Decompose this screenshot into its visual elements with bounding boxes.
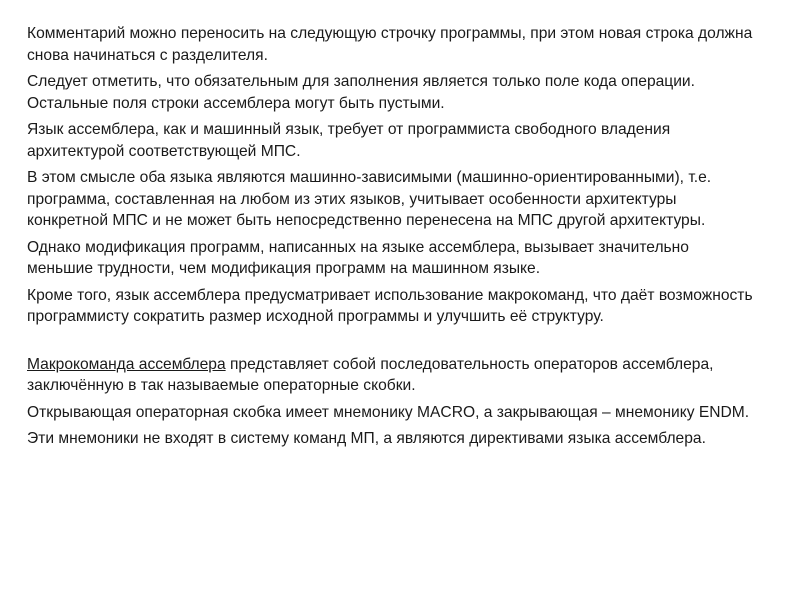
paragraph-architecture-knowledge: Язык ассемблера, как и машинный язык, требует от программиста свободного владения архитектурой соответствующей МПС. [27, 121, 671, 160]
paragraph-macro-mnemonics: Открывающая операторная скобка имеет мнемонику MACRO, а закрывающая – мнемонику ENDM. [27, 403, 750, 421]
macro-term: Макрокоманда ассемблера [27, 355, 226, 373]
paragraph-directives: Эти мнемоники не входят в систему команд МП, а являются директивами языка ассемблера. [27, 430, 706, 447]
paragraph-macro-usage: Кроме того, язык ассемблера предусматривает использование макрокоманд, что даёт возможность программисту сократить размер исходной программы и улучшить её структуру. [27, 286, 753, 325]
paragraph-required-field: Следует отметить, что обязательным для заполнения является только поле кода операции. Остальные поля строки ассемблера могут быть пустыми. [27, 73, 695, 112]
paragraph-comment-wrap: Комментарий можно переносить на следующую строчку программы, при этом новая строка должна снова начинаться с разделителя. [27, 25, 753, 64]
paragraph-macro-definition [27, 354, 757, 397]
paragraph-machine-dependent: В этом смысле оба языка являются машинно-зависимыми (машинно-ориентированными), т.е. программа, составленная на любом из этих языков, учитывает особенности архитектуры конкретной МПС и не может быть непосредственно перенесена на МПС другой архитектуры. [27, 169, 712, 229]
macro-definition-text: представляет собой последовательность операторов ассемблера, заключённую в так называемые операторные скобки. [27, 355, 714, 394]
slide-text-body [27, 23, 757, 455]
paragraph-modification: Однако модификация программ, написанных на языке ассемблера, вызывает значительно меньшие трудности, чем модификация программ на машинном языке. [27, 238, 689, 277]
